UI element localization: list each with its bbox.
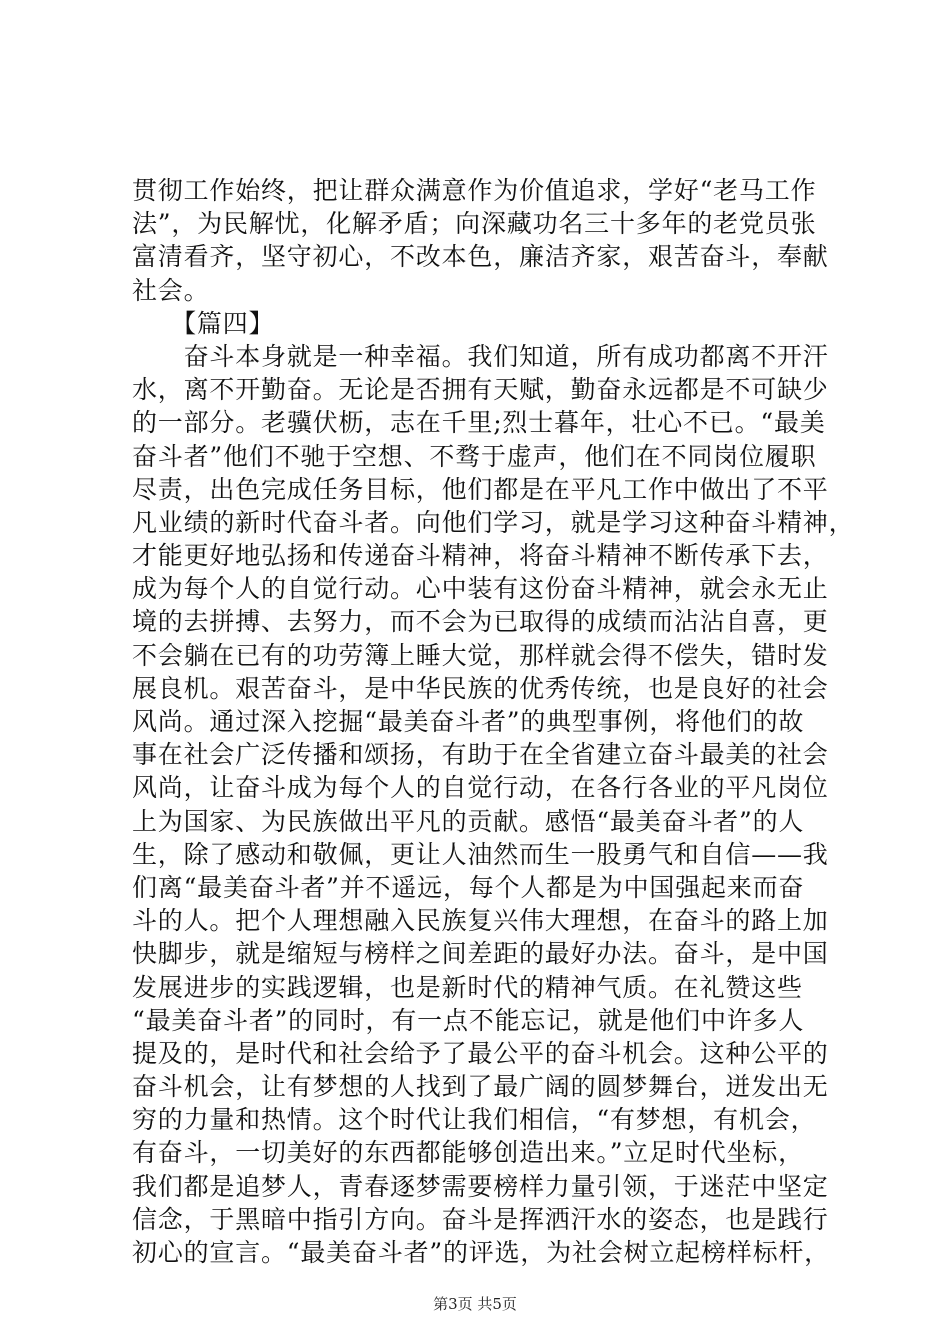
text-line: 水，离不开勤奋。无论是否拥有天赋，勤奋永远都是不可缺少 [132, 375, 829, 405]
text-line: 提及的，是时代和社会给予了最公平的奋斗机会。这种公平的 [132, 1038, 829, 1068]
body-text [132, 174, 855, 1269]
text-line: 信念，于黑暗中指引方向。奋斗是挥洒汗水的姿态，也是践行 [132, 1204, 829, 1234]
text-line: “最美奋斗者”的同时，有一点不能忘记，就是他们中许多人 [132, 1005, 805, 1035]
text-line: 奋斗本身就是一种幸福。我们知道，所有成功都离不开汗 [132, 341, 829, 371]
text-line: 才能更好地弘扬和传递奋斗精神，将奋斗精神不断传承下去， [132, 541, 829, 571]
page-footer: 第3页 共5页 [433, 1295, 517, 1313]
text-line: 贯彻工作始终，把让群众满意作为价值追求，学好“老马工作 [132, 176, 817, 205]
text-line: 事在社会广泛传播和颂扬，有助于在全省建立奋斗最美的社会 [132, 740, 829, 770]
text-line: 展良机。艰苦奋斗，是中华民族的优秀传统，也是良好的社会 [132, 673, 829, 703]
text-line: 凡业绩的新时代奋斗者。向他们学习，就是学习这种奋斗精神， [132, 507, 855, 537]
text-line: 初心的宣言。“最美奋斗者”的评选，为社会树立起榜样标杆， [132, 1238, 830, 1267]
text-line: 社会。 [132, 275, 210, 305]
text-line: 境的去拼搏、去努力，而不会为已取得的成绩而沾沾自喜，更 [132, 607, 829, 637]
text-line: 快脚步，就是缩短与榜样之间差距的最好办法。奋斗，是中国 [132, 939, 829, 969]
text-line: 生，除了感动和敬佩，更让人油然而生一股勇气和自信——我 [132, 839, 829, 869]
text-line: 不会躺在已有的功劳簿上睡大觉，那样就会得不偿失，错时发 [132, 640, 829, 670]
text-line: 法”，为民解忧，化解矛盾；向深藏功名三十多年的老党员张 [132, 209, 817, 239]
text-line: 风尚。通过深入挖掘“最美奋斗者”的典型事例，将他们的故 [132, 707, 805, 736]
section-heading: 【篇四】 [132, 308, 275, 338]
text-line: 奋斗者”他们不驰于空想、不骛于虚声，他们在不同岗位履职 [132, 441, 817, 471]
text-line: 上为国家、为民族做出平凡的贡献。感悟“最美奋斗者”的人 [132, 806, 805, 836]
text-line: 风尚，让奋斗成为每个人的自觉行动，在各行各业的平凡岗位 [132, 773, 829, 803]
text-line: 发展进步的实践逻辑，也是新时代的精神气质。在礼赞这些 [132, 972, 803, 1002]
text-line: 奋斗机会，让有梦想的人找到了最广阔的圆梦舞台，迸发出无 [132, 1072, 829, 1102]
text-line: 们离“最美奋斗者”并不遥远，每个人都是为中国强起来而奋 [132, 872, 805, 902]
text-line: 我们都是追梦人，青春逐梦需要榜样力量引领，于迷茫中坚定 [132, 1171, 829, 1201]
text-line: 斗的人。把个人理想融入民族复兴伟大理想，在奋斗的路上加 [132, 906, 829, 936]
text-line: 穷的力量和热情。这个时代让我们相信，“有梦想，有机会， [132, 1105, 817, 1135]
text-line: 有奋斗，一切美好的东西都能够创造出来。”立足时代坐标， [132, 1138, 804, 1168]
text-line: 成为每个人的自觉行动。心中装有这份奋斗精神，就会永无止 [132, 574, 829, 604]
text-line: 富清看齐，坚守初心，不改本色，廉洁齐家，艰苦奋斗，奉献 [132, 242, 829, 272]
text-line: 的一部分。老骥伏枥，志在千里;烈士暮年，壮心不已。“最美 [132, 408, 826, 438]
text-line: 尽责，出色完成任务目标，他们都是在平凡工作中做出了不平 [132, 474, 829, 504]
